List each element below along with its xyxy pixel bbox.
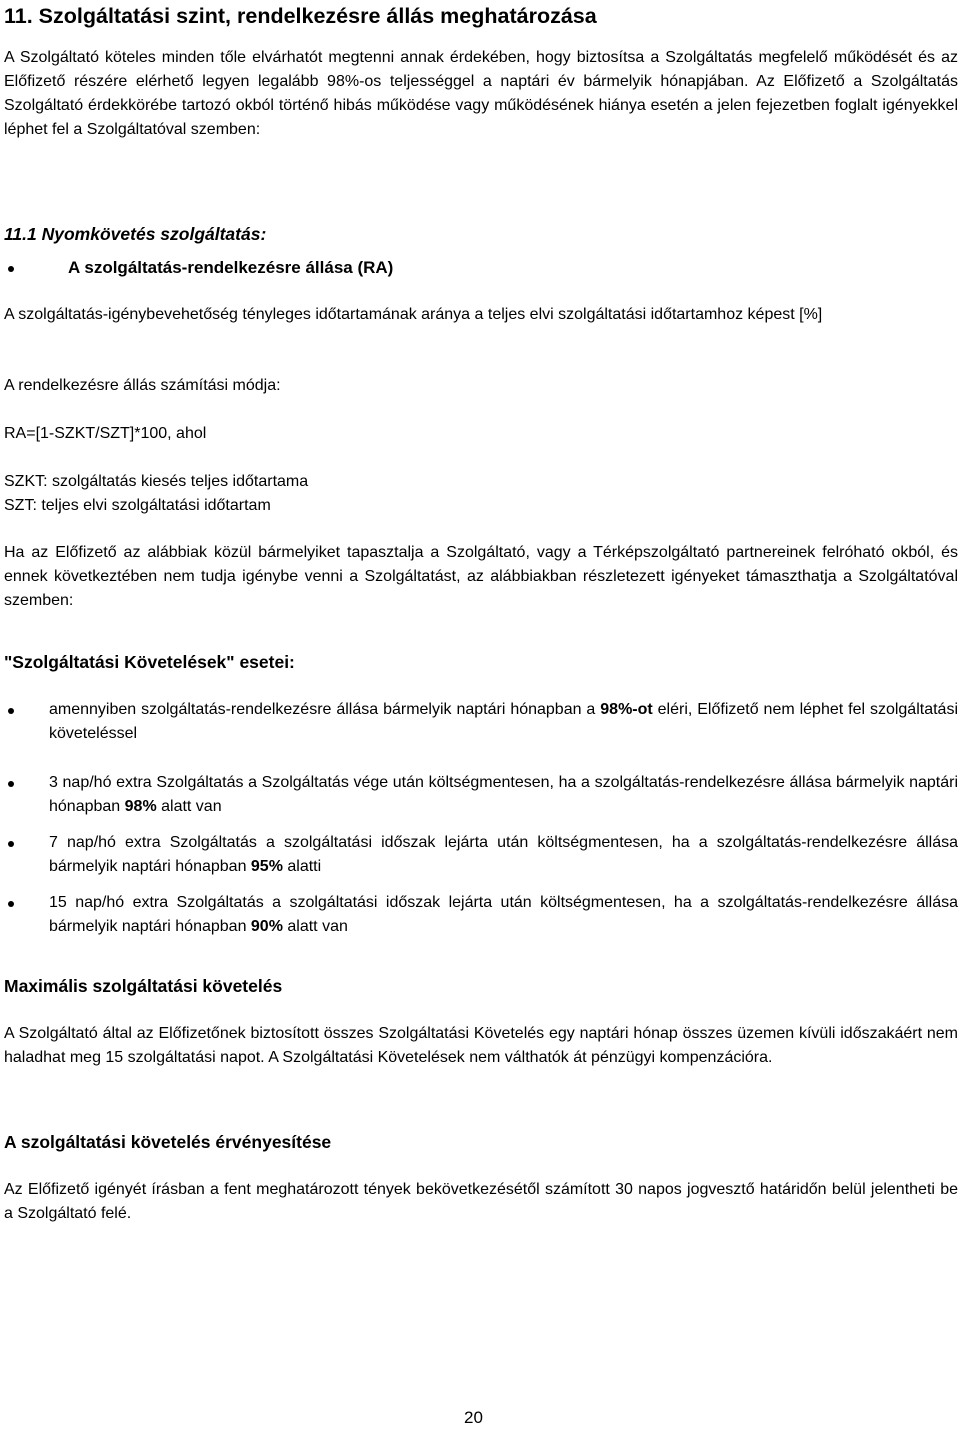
calculation-method-label: A rendelkezésre állás számítási módja: [4, 377, 281, 394]
claim-item-text: 7 nap/hó extra Szolgáltatás a szolgáltatási időszak lejárta után költségmentesen, ha a szolgáltatás-rendelkezésre állása bármelyik naptári hónapban 95% alatti [49, 834, 958, 875]
page-number: 20 [464, 1408, 483, 1427]
condition-paragraph: Ha az Előfizető az alábbiak közül bármelyiket tapasztalja a Szolgáltató, vagy a Térképszolgáltató partnereinek felróható okból, és ennek következtében nem tudja igénybe venni a Szolgáltatást, az alábbiakban részletezett igényeket támaszthatja a Szolgáltatóval szemben: [4, 544, 958, 609]
enforcement-paragraph: Az Előfizető igényét írásban a fent meghatározott tények bekövetkezésétől számított 30 napos jogvesztő határidőn belül jelentheti be a Szolgáltató felé. [4, 1181, 958, 1222]
szt-definition: SZT: teljes elvi szolgáltatási időtartam [4, 497, 271, 514]
enforcement-title: A szolgáltatási követelés érvényesítése [4, 1132, 332, 1152]
availability-bullet-title: A szolgáltatás-rendelkezésre állása (RA) [68, 258, 394, 277]
section-title: 11. Szolgáltatási szint, rendelkezésre állás meghatározása [4, 4, 597, 28]
intro-paragraph: A Szolgáltató köteles minden tőle elvárhatót megtenni annak érdekében, hogy biztosítsa a Szolgáltatás megfelelő működését és az Előfizető részére elérhető legyen legalább 98%-os teljességgel a naptári év bármelyik hónapjában. Az Előfizető a Szolgáltatás Szolgáltató érdekkörébe tartozó okból történő hibás működése vagy működésének hiánya esetén a jelen fejezetben foglalt igényekkel léphet fel a Szolgáltatóval szemben: [4, 49, 958, 138]
claim-item [4, 831, 958, 879]
bullet-icon [8, 266, 14, 272]
claim-item [4, 771, 958, 819]
subsection-title: 11.1 Nyomkövetés szolgáltatás: [4, 224, 267, 244]
bullet-icon [8, 781, 14, 787]
szkt-definition: SZKT: szolgáltatás kiesés teljes időtartama [4, 473, 309, 490]
availability-definition: A szolgáltatás-igénybevehetőség tényleges időtartamának aránya a teljes elvi szolgáltatási időtartamhoz képest [%] [4, 306, 823, 323]
max-claim-paragraph: A Szolgáltató által az Előfizetőnek biztosított összes Szolgáltatási Követelés egy naptári hónap összes üzemen kívüli időszakáért nem haladhat meg 15 szolgáltatási napot. A Szolgáltatási Követelések nem válthatók át pénzügyi kompenzációra. [4, 1025, 958, 1066]
bullet-icon [8, 901, 14, 907]
claims-title: "Szolgáltatási Követelések" esetei: [4, 652, 295, 672]
claim-item-text: 15 nap/hó extra Szolgáltatás a szolgáltatási időszak lejárta után költségmentesen, ha a szolgáltatás-rendelkezésre állása bármelyik naptári hónapban 90% alatt van [49, 894, 958, 935]
max-claim-title: Maximális szolgáltatási követelés [4, 976, 283, 996]
claim-item-text: amennyiben szolgáltatás-rendelkezésre állása bármelyik naptári hónapban a 98%-ot eléri, Előfizető nem léphet fel szolgáltatási követeléssel [49, 701, 958, 742]
claim-item [4, 891, 958, 939]
availability-formula: RA=[1-SZKT/SZT]*100, ahol [4, 425, 207, 442]
bullet-icon [8, 708, 14, 714]
bullet-icon [8, 841, 14, 847]
claim-item [4, 698, 958, 746]
claim-item-text: 3 nap/hó extra Szolgáltatás a Szolgáltatás vége után költségmentesen, ha a szolgáltatás-rendelkezésre állása bármelyik naptári hónapban 98% alatt van [49, 774, 958, 815]
